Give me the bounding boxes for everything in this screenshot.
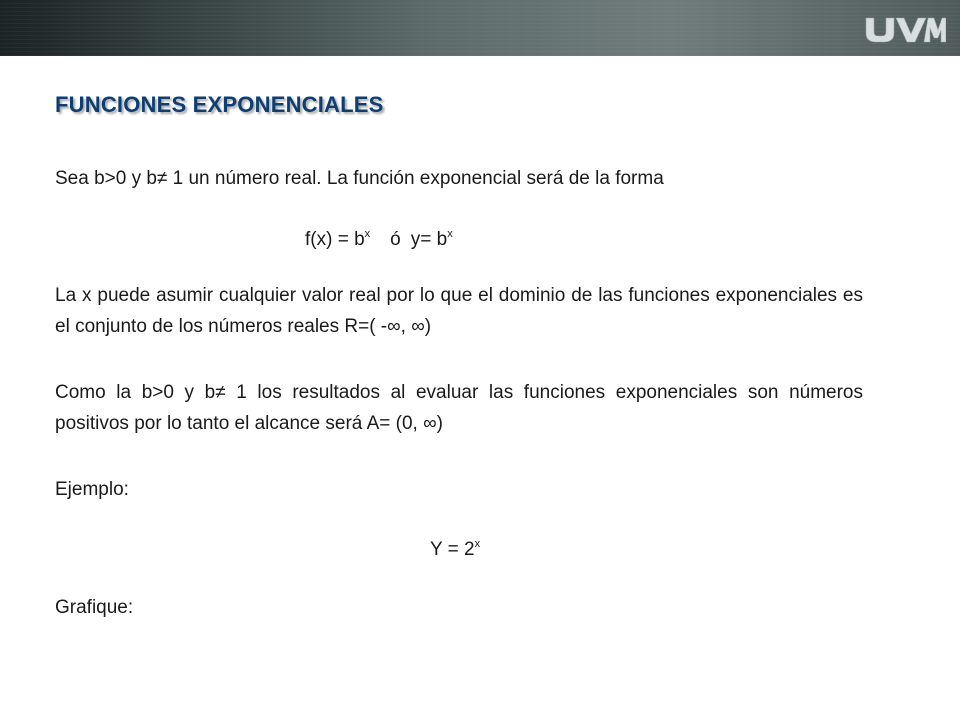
formula-right-exponent: x	[447, 228, 453, 240]
example-base: Y = 2	[430, 539, 475, 560]
intro-text: Sea b>0 y b≠ 1 un número real. La función exponencial será de la forma	[55, 168, 664, 189]
uvm-logo-icon	[862, 14, 946, 44]
example-formula	[430, 539, 480, 561]
formula-left-exponent: x	[364, 228, 371, 240]
formula-right: y= b	[410, 229, 448, 250]
domain-paragraph: La x puede asumir cualquier valor real por lo que el dominio de las funciones exponenciales es el conjunto de los números reales R=( -∞, ∞)	[55, 285, 863, 337]
example-label: Ejemplo:	[55, 479, 129, 500]
graph-label: Grafique:	[55, 597, 134, 618]
slide-title: FUNCIONES EXPONENCIALES	[55, 92, 384, 117]
formula-left: f(x) = b	[305, 229, 365, 250]
range-paragraph: Como la b>0 y b≠ 1 los resultados al evaluar las funciones exponenciales son números positivos por lo tanto el alcance será A= (0, ∞)	[55, 382, 863, 434]
formula-connector: ó	[390, 229, 401, 250]
exponential-formula	[305, 229, 453, 251]
example-exponent: x	[474, 538, 481, 550]
header-banner	[0, 0, 960, 56]
